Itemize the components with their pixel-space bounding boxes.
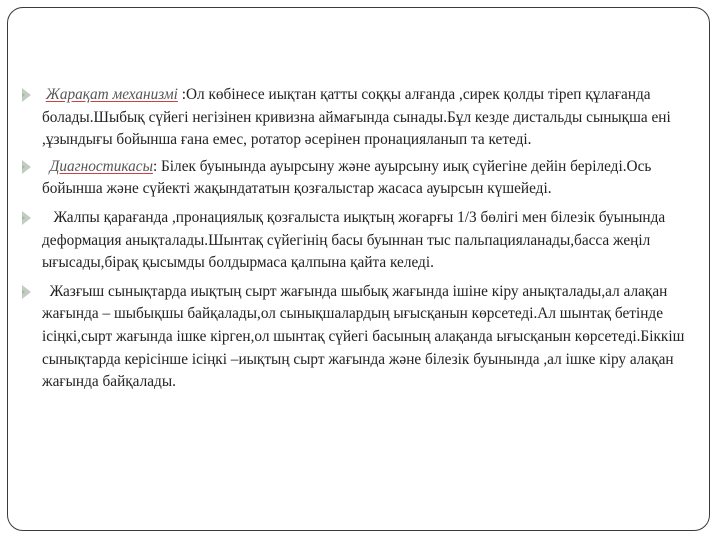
list-item-text xyxy=(42,281,692,394)
paragraph-mechanism: :Ол көбінесе иықтан қатты соққы алғанда ,сирек қолды тіреп құлағанда болады.Шыбық сүйегі негізінен кривизна аймағында сынады.Бұл кезде дистальды сынықша ені ,ұзындығы бойынша ғана емес, ротатор әсерінен пронацияланып та кетеді. xyxy=(42,86,671,149)
list-item-text xyxy=(42,156,692,201)
paragraph-extensor: Жазғыш сынықтарда иықтың сырт жағында шыбық жағында ішіне кіру анықталады,ал алақан жағында – шыбықшы байқалады,ол сынықшалардың ығысқанын көрсетеді.Ал шынтақ бетінде ісіңкі,сырт жағында ішке кірген,ол шынтақ сүйегі басының алақанда ығысқанын көрсетеді.Біккіш сынықтарда керісінше ісіңкі –иықтың сырт жағында және білезік буынында ,ал ішке кіру алақан жағында байқалады. xyxy=(42,282,685,391)
term-diagnostics: Диагностикасы xyxy=(49,157,153,175)
bullet-arrow-icon xyxy=(22,160,31,174)
paragraph-general: Жалпы қарағанда ,пронациялық қозғалыста иықтың жоғарғы 1/3 бөлігі мен білезік буынында деформация анықталады.Шынтақ сүйегінің басы буыннан тыс пальпацияланады,басса жеңіл ығысады,бірақ қысымды болдырмаса қалпына қайта келеді. xyxy=(42,208,666,272)
list-item-diagnostics xyxy=(22,156,692,201)
list-item-general xyxy=(22,207,692,275)
list-item-text xyxy=(42,207,692,275)
bullet-arrow-icon xyxy=(22,285,31,299)
list-item-text xyxy=(42,84,692,152)
term-mechanism: Жарақат механизмі xyxy=(45,86,178,103)
bullet-arrow-icon xyxy=(22,211,31,225)
bullet-arrow-icon xyxy=(22,88,31,102)
list-item-extensor xyxy=(22,281,692,394)
bullet-list xyxy=(22,84,692,394)
paragraph-diagnostics: : Білек буынында ауырсыну және ауырсыну иық сүйегіне дейін беріледі.Ось бойынша және сүйекті жақындататын қозғалыстар жасаса ауырсын күшейеді. xyxy=(42,157,652,198)
list-item-mechanism xyxy=(22,84,692,152)
